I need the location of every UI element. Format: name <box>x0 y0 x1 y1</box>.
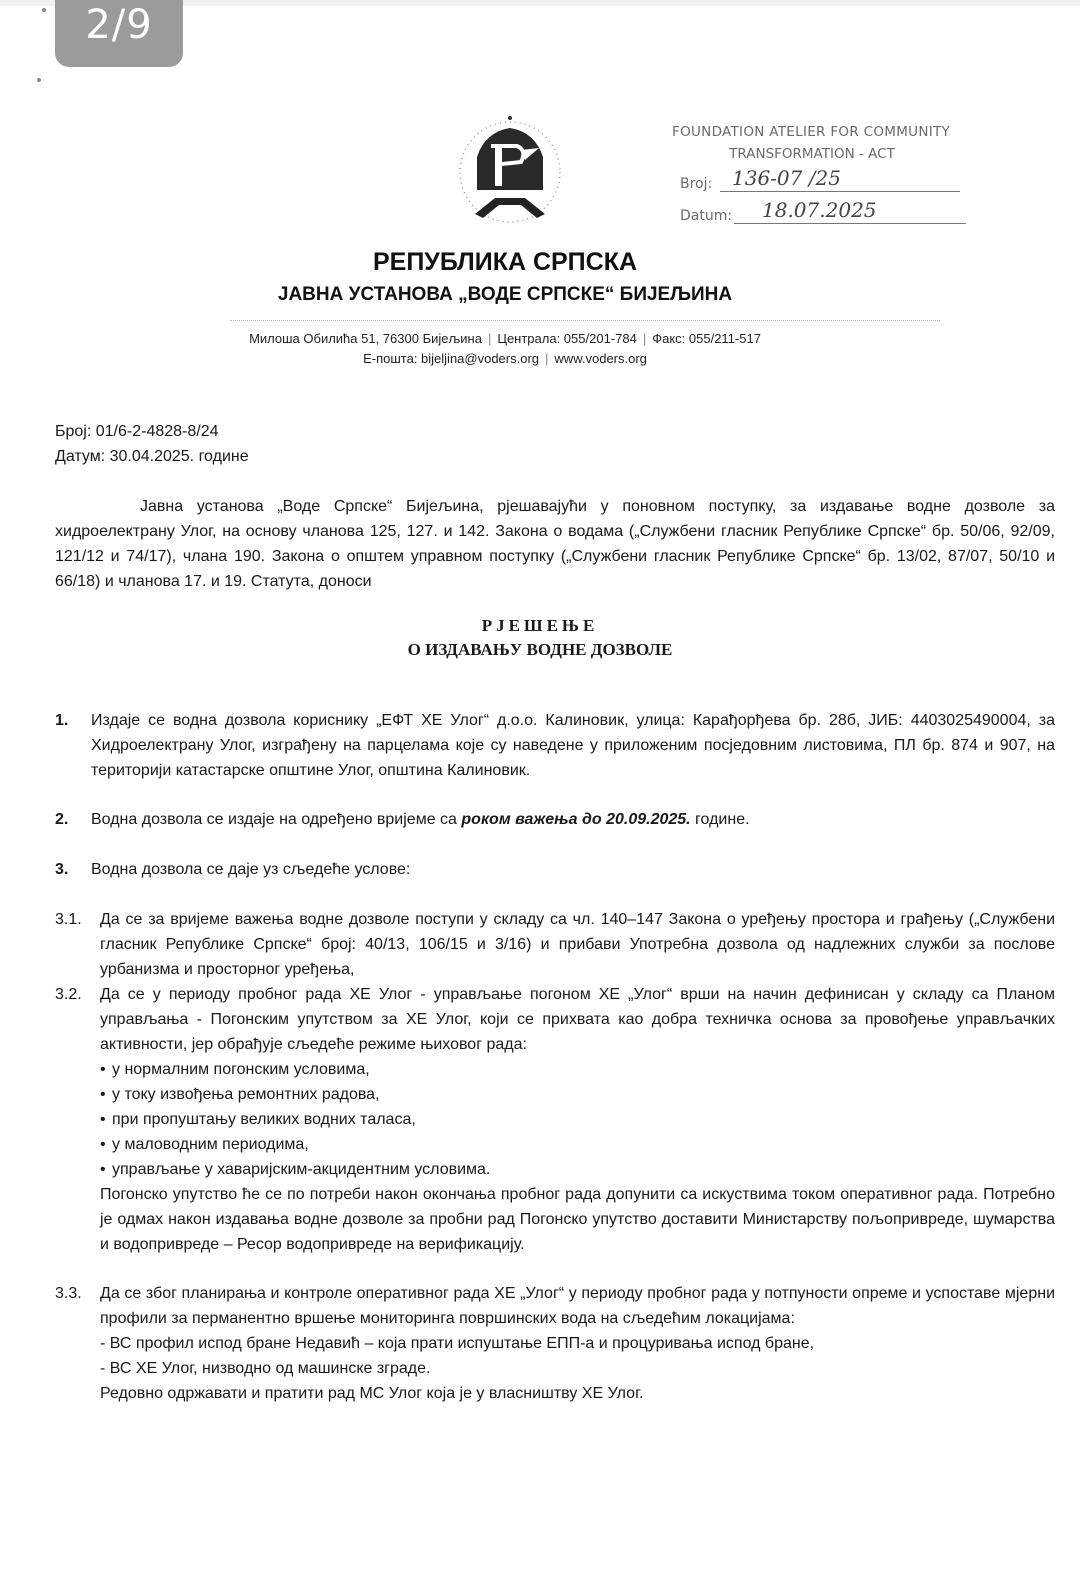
decision-item-3 <box>55 857 1055 882</box>
condition-followup-text: Редовно одржавати и пратити рад МС Улог која је у власништву ХЕ Улог. <box>100 1385 644 1402</box>
item-text <box>91 807 1055 832</box>
list-item: • при пропуштању великих водних таласа, <box>100 1107 1055 1132</box>
letterhead-title: РЕПУБЛИКА СРПСКА <box>372 248 638 276</box>
coat-of-arms-emblem-icon <box>455 112 565 227</box>
document-meta <box>55 419 249 469</box>
stamp-org-line2: TRANSFORMATION - ACT <box>729 146 895 162</box>
condition-number: 3.1. <box>55 911 82 928</box>
condition-text: Да се због планирања и контроле оперативног рада ХЕ „Улог“ у периоду пробног рада у потпуности опреме и успоставе мјерни профили за перманентно вршење мониторинга површинских вода на сљедећим локацијама: <box>100 1285 1055 1327</box>
fax: Факс: 055/211-517 <box>652 331 761 346</box>
decision-title: РЈЕШЕЊЕ <box>481 616 599 635</box>
document-number: Број: 01/6-2-4828-8/24 <box>55 423 219 440</box>
incoming-stamp <box>672 124 972 226</box>
list-item: • у току извођења ремонтних радова, <box>100 1082 1055 1107</box>
stamp-broj-value: 136-07 /25 <box>732 166 841 190</box>
document-date: Датум: 30.04.2025. године <box>55 448 249 465</box>
email-link[interactable]: Е-пошта: bijeljina@voders.org <box>363 351 540 366</box>
decision-item-1 <box>55 708 1055 783</box>
decision-subtitle: О ИЗДАВАЊУ ВОДНЕ ДОЗВОЛЕ <box>407 640 673 659</box>
scan-speck <box>42 8 46 12</box>
validity-deadline: роком важења до 20.09.2025. <box>461 811 691 828</box>
item-number: 2. <box>55 811 69 828</box>
stamp-broj-line <box>720 191 960 192</box>
stamp-datum-label: Datum: <box>680 208 733 224</box>
condition-text: Да се у периоду пробног рада ХЕ Улог - управљање погоном ХЕ „Улог“ врши на начин дефинисан у складу са Планом управљања - Погонским упутством за ХЕ Улог, који се прихвата као добра техничка основа за провођење управљачких активности, јер обрађује сљедеће режиме њиховог рада: <box>100 986 1055 1053</box>
list-item: • у нормалним погонским условима, <box>100 1057 1055 1082</box>
address: Милоша Обилића 51, 76300 Бијељина <box>249 331 482 346</box>
intro-paragraph: Јавна установа „Воде Српске“ Бијељина, рјешавајући у поновном поступку, за издавање водне дозволе за хидроелектрану Улог, на основу чланова 125, 127. и 142. Закона о водама („Службени гласник Републике Српске“ бр. 50/06, 92/09, 121/12 и 74/17), члана 190. Закона о општем управном поступку („Службени гласник Републике Српске“ бр. 13/02, 87/07, 50/10 и 66/18) и чланова 17. и 19. Статута, доноси <box>55 498 1055 590</box>
letterhead-contact: Милоша Обилића 51, 76300 Бијељина | Централа: 055/201-784 | Факс: 055/211-517 <box>249 331 761 346</box>
item-text: Издаје се водна дозвола кориснику „ЕФТ ХЕ Улог“ д.о.о. Калиновик, улица: Карађорђева бр. 28б, ЈИБ: 4403025490004, за Хидроелектрану Улог, изграђену на парцелама које су наведене у приложеним посједовним листовима, ПЛ бр. 874 и 907, на територији катастарске општине Улог, општина Калиновик. <box>91 712 1055 779</box>
item-text-before: Водна дозвола се издаје на одређено вријеме са <box>91 811 462 828</box>
condition-3-2 <box>55 982 1055 1257</box>
condition-number: 3.2. <box>55 986 82 1003</box>
letterhead-subtitle: ЈАВНА УСТАНОВА „ВОДЕ СРПСКЕ“ БИЈЕЉИНА <box>277 284 733 305</box>
operating-modes-list <box>55 1057 1055 1182</box>
condition-followup-text: Погонско упутство ће се по потреби након окончања пробног рада допунити са искуствима током оперативног рада. Потребно је одмах након издавања водне дозволе за пробни рад Погонско упутство доставити Министарству пољопривреде, шумарства и водопривреде – Ресор водопривреде на верификацију. <box>100 1186 1055 1253</box>
list-item: • у маловодним периодима, <box>100 1132 1055 1157</box>
list-item: • управљање у хаваријским-акцидентним условима. <box>100 1157 1055 1182</box>
letterhead-contact-web: Е-пошта: bijeljina@voders.org | www.voders.org <box>363 351 647 366</box>
list-item: - ВС ХЕ Улог, низводно од машинске зграде. <box>100 1360 431 1377</box>
scan-speck <box>37 78 41 82</box>
condition-3-1 <box>55 907 1055 982</box>
stamp-broj-label: Broj: <box>680 176 713 192</box>
item-number: 1. <box>55 712 69 729</box>
condition-3-3 <box>55 1281 1055 1406</box>
stamp-datum-line <box>734 223 966 224</box>
phone: Централа: 055/201-784 <box>497 331 637 346</box>
letterhead-divider <box>230 320 940 321</box>
item-number: 3. <box>55 861 69 878</box>
item-text-after: године. <box>690 811 750 828</box>
condition-text: Да се за вријеме важења водне дозволе поступи у складу са чл. 140–147 Закона о уређењу простора и грађењу („Службени гласник Републике Српске“ број: 40/13, 106/15 и 3/16) и прибави Употребна дозвола од надлежних служби за послове урбанизма и просторног уређења, <box>100 911 1055 978</box>
condition-number: 3.3. <box>55 1285 82 1302</box>
page-indicator-badge: 2/9 <box>55 0 183 67</box>
list-item: - ВС профил испод бране Недавић – која прати испуштање ЕПП-а и процуривања испод бране, <box>100 1335 815 1352</box>
website-link[interactable]: www.voders.org <box>554 351 647 366</box>
stamp-datum-value: 18.07.2025 <box>762 198 877 222</box>
monitoring-locations-list <box>100 1331 1055 1381</box>
decision-item-2 <box>55 807 1055 832</box>
stamp-org-line1: FOUNDATION ATELIER FOR COMMUNITY <box>672 124 951 140</box>
item-text: Водна дозвола се даје уз сљедеће услове: <box>91 861 411 878</box>
